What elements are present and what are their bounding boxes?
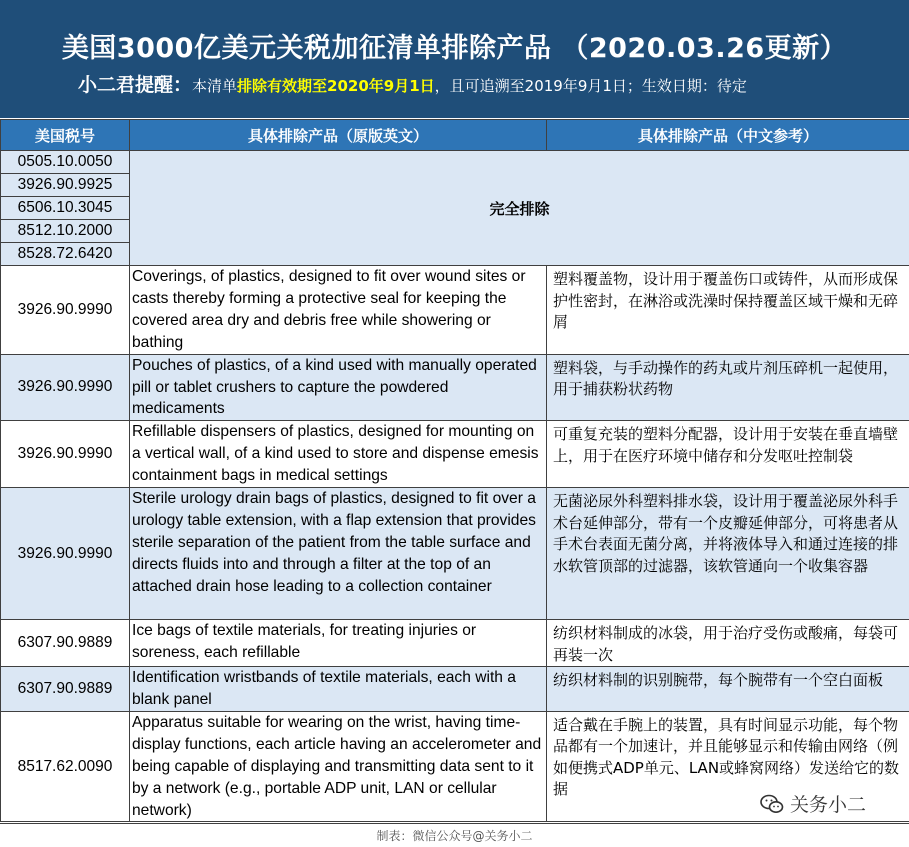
table-row — [1, 620, 909, 667]
table-row — [1, 488, 909, 620]
table-header-row — [1, 120, 909, 151]
wechat-icon — [760, 793, 784, 815]
product-zh: 可重复充装的塑料分配器，设计用于安装在垂直墙壁上，用于在医疗环境中储存和分发呕吐控制袋 — [547, 421, 909, 488]
tariff-code: 8528.72.6420 — [1, 243, 130, 266]
product-en: Apparatus suitable for wearing on the wrist, having time-display functions, each article having an accelerometer and being capable of displaying and transmitting data sent to it by a network (e.g., portable ADP unit, LAN or cellular network) — [130, 711, 547, 822]
table-row — [1, 151, 909, 174]
page-header — [0, 0, 909, 118]
tariff-code: 3926.90.9990 — [1, 266, 130, 355]
product-zh: 纺织材料制成的冰袋，用于治疗受伤或酸痛，每袋可再装一次 — [547, 620, 909, 667]
product-en: Refillable dispensers of plastics, designed for mounting on a vertical wall, of a kind used to store and dispense emesis containment bags in medical settings — [130, 421, 547, 488]
product-en: Pouches of plastics, of a kind used with manually operated pill or tablet crushers to capture the powdered medicaments — [130, 354, 547, 421]
product-en: Identification wristbands of textile materials, each with a blank panel — [130, 667, 547, 712]
tariff-code: 0505.10.0050 — [1, 151, 130, 174]
table-row — [1, 266, 909, 355]
footer-credit: 制表：微信公众号@关务小二 — [0, 823, 909, 847]
column-header-en: 具体排除产品（原版英文） — [130, 120, 547, 151]
tariff-code: 3926.90.9925 — [1, 174, 130, 197]
table-row — [1, 421, 909, 488]
full-exclusion-label: 完全排除 — [130, 151, 909, 266]
tariff-code: 3926.90.9990 — [1, 488, 130, 620]
product-zh: 适合戴在手腕上的装置，具有时间显示功能，每个物品都有一个加速计，并且能够显示和传输由网络（例如便携式ADP单元、LAN或蜂窝网络）发送给它的数据 — [547, 711, 909, 822]
tariff-code: 3926.90.9990 — [1, 421, 130, 488]
table-row — [1, 354, 909, 421]
tariff-code: 8512.10.2000 — [1, 220, 130, 243]
watermark-text: 关务小二 — [790, 794, 867, 816]
tariff-code: 6307.90.9889 — [1, 620, 130, 667]
product-en: Ice bags of textile materials, for treating injuries or soreness, each refillable — [130, 620, 547, 667]
tariff-code: 6506.10.3045 — [1, 197, 130, 220]
product-zh: 纺织材料制的识别腕带，每个腕带有一个空白面板 — [547, 667, 909, 712]
table-row — [1, 667, 909, 712]
notice-lead: 小二君提醒： — [78, 74, 193, 96]
column-header-zh: 具体排除产品（中文参考） — [547, 120, 909, 151]
product-en: Coverings, of plastics, designed to fit over wound sites or casts thereby forming a protective seal for keeping the covered area dry and debris free while showering or bathing — [130, 266, 547, 355]
product-en: Sterile urology drain bags of plastics, designed to fit over a urology table extension, with a flap extension that provides sterile separation of the patient from the table surface and directs fluids into and through a filter at the top of an attached drain hose leading to a collection container — [130, 488, 547, 620]
product-zh: 塑料覆盖物，设计用于覆盖伤口或铸件，从而形成保护性密封，在淋浴或洗澡时保持覆盖区域干燥和无碎屑 — [547, 266, 909, 355]
watermark — [760, 790, 866, 817]
tariff-code: 6307.90.9889 — [1, 667, 130, 712]
column-header-code: 美国税号 — [1, 120, 130, 151]
page-title: 美国3000亿美元关税加征清单排除产品 （2020.03.26更新） — [61, 33, 848, 64]
exclusion-table — [0, 119, 909, 822]
product-zh: 塑料袋，与手动操作的药丸或片剂压碎机一起使用，用于捕获粉状药物 — [547, 354, 909, 421]
notice-pre: 本清单 — [192, 77, 238, 95]
tariff-code: 8517.62.0090 — [1, 711, 130, 822]
notice-highlight: 排除有效期至2020年9月1日 — [237, 77, 435, 95]
product-zh: 无菌泌尿外科塑料排水袋，设计用于覆盖泌尿外科手术台延伸部分，带有一个皮瓣延伸部分，可将患者从手术台表面无菌分离，并将液体导入和通过连接的排水软管顶部的过滤器，该软管通向一个收集容器 — [547, 488, 909, 620]
notice-line — [78, 70, 747, 97]
notice-post: ，且可追溯至2019年9月1日；生效日期：待定 — [434, 77, 747, 95]
tariff-code: 3926.90.9990 — [1, 354, 130, 421]
